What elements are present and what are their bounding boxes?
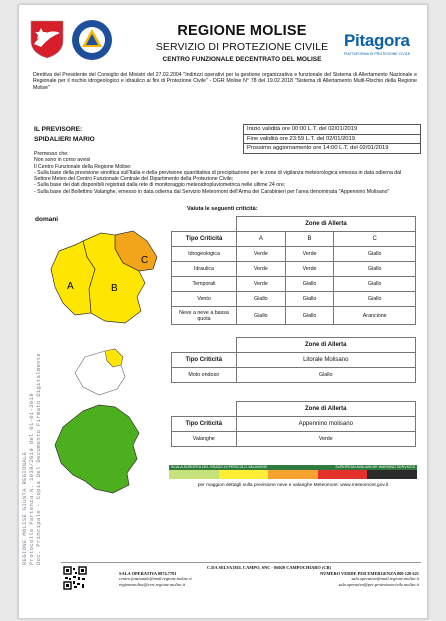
table3-zone: Appennino molisano [236, 417, 416, 432]
pitagora-logo [344, 31, 422, 56]
directive-text: Direttiva del Presidente del Consiglio dei Ministri del 27.02.2004 "Indirizzi operativi per la gestione organizzativa e funzionale del Sistema di Allertamento Nazionale e Regionale per il rischio idrogeologico e idraulico ai fini di Protezione Civile" - DGR Molise N° 78 del 19.02.2018 "Sistema di Allertamento Multi-Rischio della Regione Molise" [33, 72, 417, 91]
moto-ondoso-table [171, 337, 416, 383]
validity-table [243, 124, 421, 154]
bulletin-page [18, 4, 428, 619]
scale-level-3 [268, 470, 318, 479]
previsore-name: SPIDALIERI MARIO [34, 136, 95, 143]
pitagora-tagline: PIATTAFORMA DI PROTEZIONE CIVILE [344, 52, 411, 56]
protezione-civile-emblem [71, 19, 113, 61]
protocol-stamp-2: Protocollo Partenza N. 1039/2019 del 01-01-2019 [28, 393, 35, 565]
validity-start: Inizio validità ore 00:00 L.T. del 02/01/2019 [244, 125, 421, 135]
avalanche-scale-right: EUROPEAN AVALANCHE WARNING SERVICES [335, 465, 415, 469]
scale-level-4 [318, 470, 368, 479]
table1-col-label: Tipo Criticità [172, 232, 237, 247]
intro-block [34, 151, 416, 195]
zone-label-c: C [141, 255, 149, 266]
table-row: Vento Giallo Giallo Giallo [172, 292, 416, 307]
valuta-label: Valuta le seguenti criticità: [187, 206, 258, 212]
table1-zone-a: A [237, 232, 286, 247]
intro-centro: Il Centro Funzionale della Regione Molise: [34, 163, 132, 170]
table2-zone: Litorale Molisano [236, 353, 416, 368]
footer-email-2[interactable]: sala.operativa@mail.regione.molise.it [351, 576, 419, 582]
table1-header: Zone di Allerta [237, 217, 416, 232]
scale-level-2 [219, 470, 269, 479]
criticita-table [171, 216, 416, 325]
footer-address: C.DA SELVA DEL CAMPO, SNC - 86020 CAMPOCHIARO (CB) [207, 565, 331, 570]
protocol-stamp-3: Doc. Principale - Copia Del Documento Firmato Digitalmente [35, 352, 42, 565]
page-subtitle: SERVIZIO DI PROTEZIONE CIVILE [155, 41, 329, 53]
validity-next-update: Prossimo aggiornamento ore 14:00 L.T. del 02/01/2019 [244, 144, 421, 154]
table-row: Valanghe Verde [172, 432, 416, 447]
pitagora-wordmark: Pitagora [344, 31, 410, 50]
avalanche-zone-map [47, 401, 147, 495]
coast-zone-map [65, 347, 135, 399]
regione-molise-emblem [27, 19, 67, 59]
intro-bullet-1: - Sulla base della previsione sinottica sull'Italia e della previsione quantitativa di precipitazione per le zone di vigilanza meteorologica emessa in data odierna dal Settore Meteo del Centro Funzionale Centrale del Dipartimento della Protezione Civile; [34, 169, 402, 183]
footer-pec-1[interactable]: regionemolise@cert.regione.molise.it [119, 581, 186, 587]
footer-sala-operativa: SALA OPERATIVA 0874.7791 [119, 570, 177, 576]
table3-header: Zone di Allerta [236, 402, 416, 417]
table1-zone-b: B [285, 232, 334, 247]
table2-col-label: Tipo Criticità [172, 353, 237, 368]
avalanche-scale-left: SCALA EUROPEA DEL GRADO DI PERICOLO VALANGHE [171, 465, 268, 469]
table-row: Idrogeologica Verde Verde Giallo [172, 247, 416, 262]
intro-bullet-2: - Sulla base dei dati disponibili registrati dalla rete di monitoraggio meteoidropluviometrica nelle ultime 24 ore; [34, 182, 286, 189]
protocol-stamp-1: REGIONE MOLISE GIUNTA REGIONALE [21, 451, 28, 565]
avalanche-scale-bar [169, 470, 417, 479]
table3-col-label: Tipo Criticità [172, 417, 237, 432]
table2-header: Zone di Allerta [236, 338, 416, 353]
table1-zone-c: C [334, 232, 416, 247]
table-row: Idraulica Verde Verde Giallo [172, 262, 416, 277]
scale-level-1 [169, 470, 219, 479]
map-domani-label: domani [35, 216, 59, 223]
intro-premesso: Premesso che: [34, 151, 69, 157]
avalanche-scale-legend [169, 465, 417, 479]
intro-no-avvisi: Non sono in corso avvisi [34, 157, 91, 164]
zone-label-b: B [111, 283, 118, 294]
page-subtitle-2: CENTRO FUNZIONALE DECENTRATO DEL MOLISE [162, 56, 322, 63]
table-row: Neve a neve a bassa quota Giallo Giallo Arancione [172, 307, 416, 325]
footer-pec-2[interactable]: sala.operativa@pec.protezionecivile.molise.it [338, 581, 419, 587]
footer-email-1[interactable]: centro.funzionale@mail.regione.molise.it [119, 576, 192, 582]
table-row: Moto ondoso Giallo [172, 368, 416, 383]
intro-bullet-3: - Sulla base del Bollettino Valanghe, emesso in data odierna dal Servizio Meteomont dell'Arma dei Carabinieri per l'area denominata "Appennino Molisano" [34, 188, 390, 195]
zone-map-abc [45, 223, 165, 327]
meteomont-link[interactable]: per maggiori dettagli sulla previsione neve e valanghe Meteomont: www.meteomont.gov.it [197, 483, 389, 488]
footer-divider [61, 562, 421, 563]
scale-level-5 [367, 470, 417, 479]
validity-end: Fine validità ore 23:59 L.T. del 02/01/2019 [244, 134, 421, 144]
footer-numero-verde: NUMERO VERDE PER EMERGENZA 800 120 621 [320, 570, 419, 576]
footer-contacts [119, 565, 419, 587]
valanghe-table [171, 401, 416, 447]
previsore-label: IL PREVISORE: [34, 126, 83, 133]
zone-label-a: A [67, 281, 74, 292]
table-row: Temporali Verde Giallo Giallo [172, 277, 416, 292]
page-title: REGIONE MOLISE [177, 23, 307, 39]
qr-code-icon [63, 566, 87, 590]
